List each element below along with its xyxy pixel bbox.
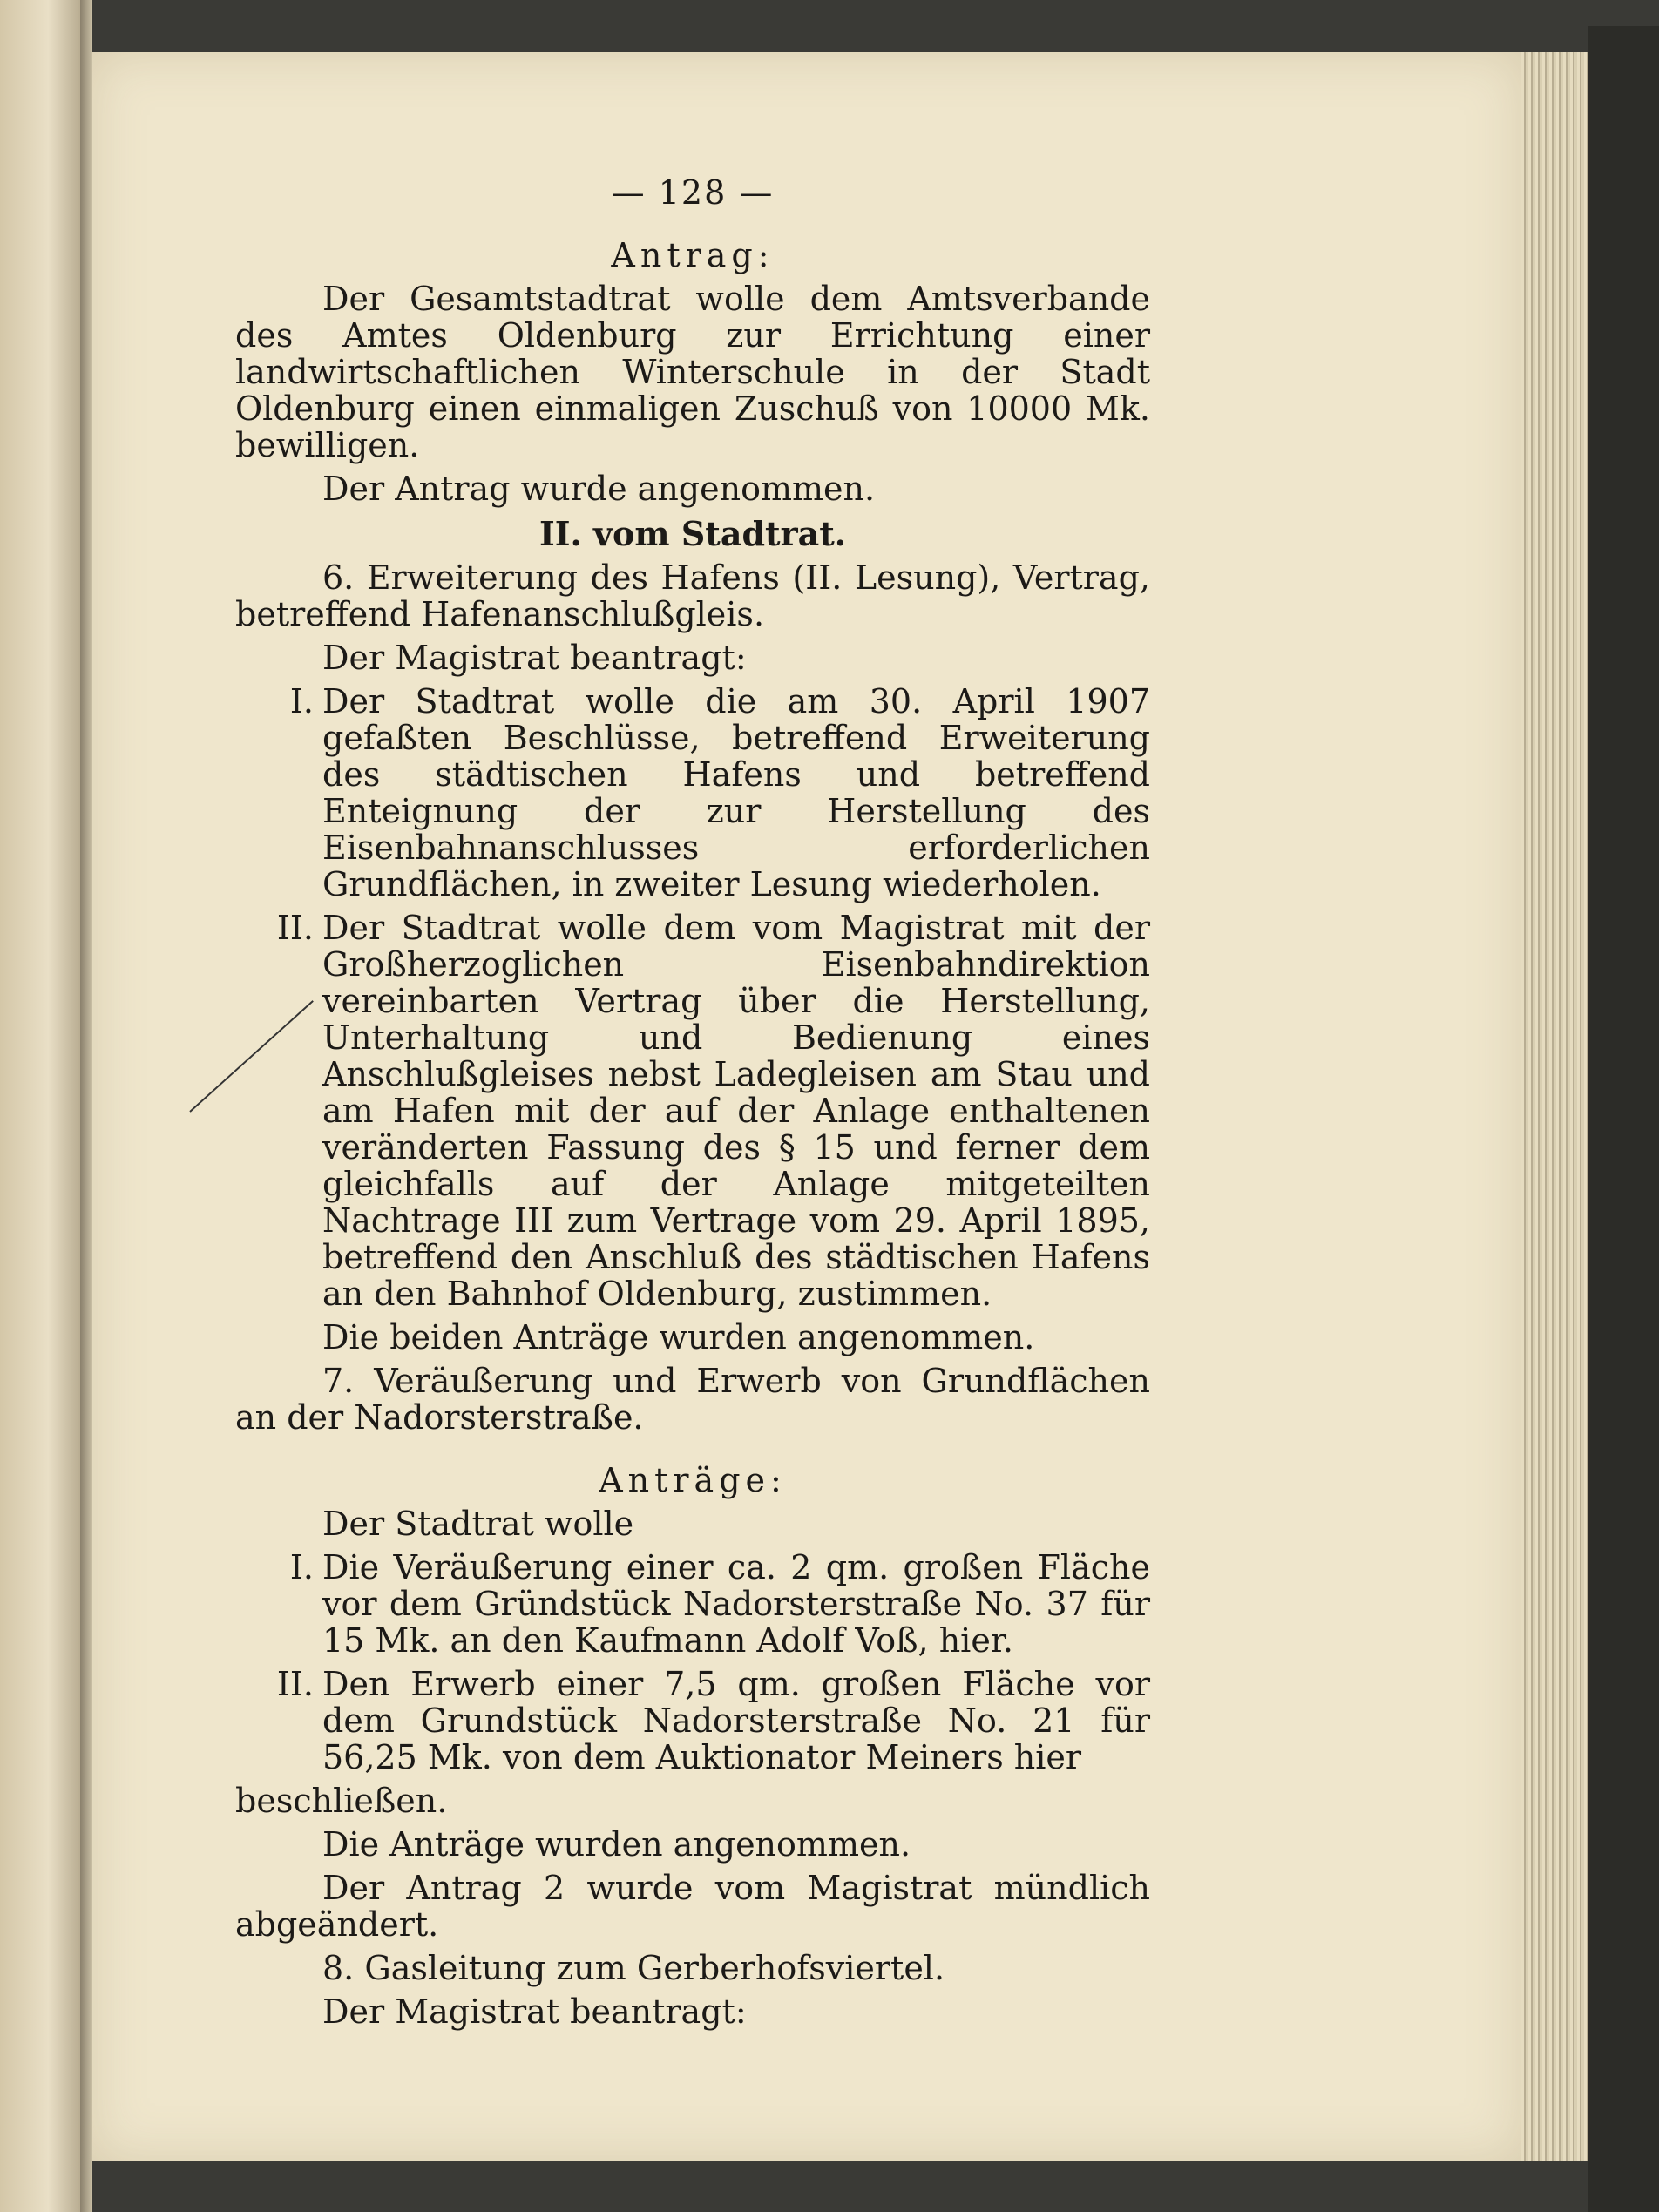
section-heading: Antrag: — [611, 236, 775, 274]
page-text — [235, 174, 1150, 2030]
paragraph: Der Stadtrat wolle — [322, 1505, 634, 1543]
paragraph: Der Antrag 2 wurde vom Magistrat mündlich abgeändert. — [235, 1869, 1150, 1944]
item-number: II. — [276, 909, 314, 947]
section-heading: Anträge: — [599, 1461, 787, 1499]
paragraph: Der Gesamtstadtrat wolle dem Amtsverbande des Amtes Oldenburg zur Errichtung einer landwirtschaftlichen Winterschule in der Stadt Oldenburg einen einmaligen Zuschuß von 10000 Mk. bewilligen. — [235, 280, 1150, 464]
page-edges — [1521, 52, 1588, 2161]
page-number: — 128 — — [611, 173, 775, 212]
item-text: Die Veräußerung einer ca. 2 qm. großen Fläche vor dem Gründstück Nadorsterstraße No. 37 für 15 Mk. an den Kaufmann Adolf Voß, hier. — [322, 1548, 1150, 1660]
left-page-edge — [0, 0, 80, 2212]
text-blocks — [235, 237, 1150, 2030]
numbered-item — [235, 1549, 1150, 1659]
numbered-item — [235, 910, 1150, 1312]
section-title: II. vom Stadtrat. — [538, 514, 847, 553]
book-gutter — [80, 0, 92, 2212]
paragraph: beschließen. — [235, 1782, 448, 1820]
numbered-item — [235, 683, 1150, 903]
paragraph: 6. Erweiterung des Hafens (II. Lesung), Vertrag, betreffend Hafenanschlußgleis. — [235, 558, 1150, 633]
item-number: I. — [289, 1548, 314, 1586]
item-number: II. — [276, 1665, 314, 1703]
paragraph: Der Magistrat beantragt: — [322, 1992, 747, 2031]
item-text: Der Stadtrat wolle dem vom Magistrat mit der Großherzoglichen Eisenbahndirektion vereinbarten Vertrag über die Herstellung, Unterhaltung und Bedienung eines Anschlußgleises nebst Ladegleisen am Stau und am Hafen mit der auf der Anlage enthaltenen veränderten Fassung des § 15 und ferner dem gleichfalls auf der Anlage mitgeteilten Nachtrage III zum Vertrage vom 29. April 1895, betreffend den Anschluß des städtischen Hafens an den Bahnhof Oldenburg, zustimmen. — [322, 909, 1150, 1313]
paragraph: Die Anträge wurden angenommen. — [322, 1825, 911, 1864]
paragraph: 7. Veräußerung und Erwerb von Grundflächen an der Nadorsterstraße. — [235, 1362, 1150, 1437]
item-number: I. — [289, 682, 314, 720]
item-text: Den Erwerb einer 7,5 qm. großen Fläche vor dem Grundstück Nadorsterstraße No. 21 für 56,25 Mk. von dem Auktionator Meiners hier — [322, 1665, 1150, 1776]
paragraph: Die beiden Anträge wurden angenommen. — [322, 1318, 1035, 1356]
item-text: Der Stadtrat wolle die am 30. April 1907 gefaßten Beschlüsse, betreffend Erweiterung des städtischen Hafens und betreffend Enteignung der zur Herstellung des Eisenbahnanschlusses erforderlichen Grundflächen, in zweiter Lesung wiederholen. — [322, 682, 1150, 903]
paragraph: Der Antrag wurde angenommen. — [322, 470, 876, 508]
book-cover — [1588, 26, 1659, 2212]
numbered-item — [235, 1666, 1150, 1776]
paragraph: 8. Gasleitung zum Gerberhofsviertel. — [322, 1949, 945, 1987]
paragraph: Der Magistrat beantragt: — [322, 639, 747, 677]
